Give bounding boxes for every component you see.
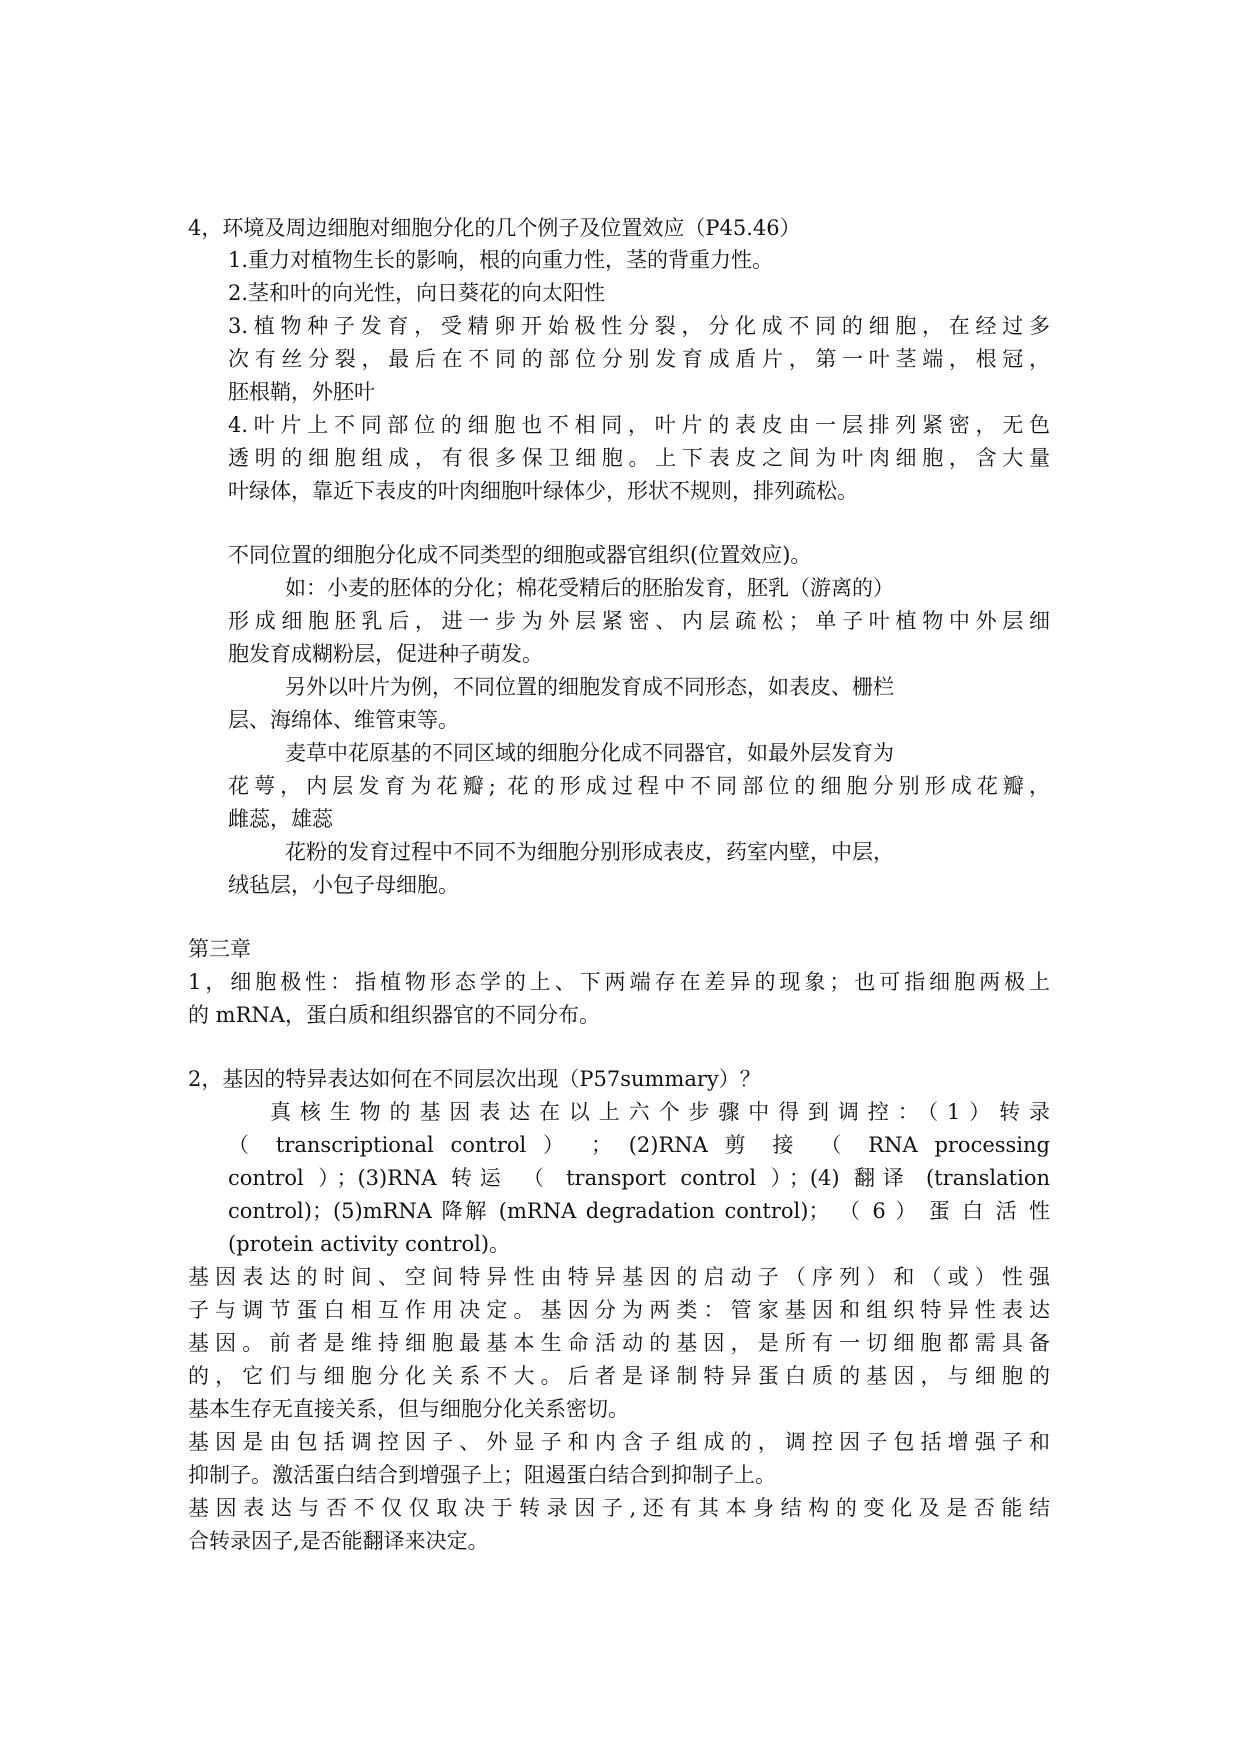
chapter-heading: 第三章 xyxy=(188,937,251,961)
text-line: 基因是由包括调控因子、外显子和内含子组成的，调控因子包括增强子和 xyxy=(188,1430,1050,1454)
text-line: 基因表达与否不仅仅取决于转录因子,还有其本身结构的变化及是否能结 xyxy=(188,1496,1050,1520)
text-line: 1，细胞极性：指植物形态学的上、下两端存在差异的现象；也可指细胞两极上 xyxy=(188,970,1050,994)
text-line: 雌蕊，雄蕊 xyxy=(228,807,333,831)
section-heading-4: 4，环境及周边细胞对细胞分化的几个例子及位置效应（P45.46） xyxy=(188,216,801,240)
text-line: 层、海绵体、维管束等。 xyxy=(228,708,459,732)
text-line: 麦草中花原基的不同区域的细胞分化成不同器官，如最外层发育为 xyxy=(285,741,894,765)
text-line: control)；(5)mRNA 降解 (mRNA degradation control)； （ 6 ） 蛋 白 活 性 xyxy=(228,1199,1050,1223)
text-line: 花萼，内层发育为花瓣; 花的形成过程中不同部位的细胞分别形成花瓣， xyxy=(228,774,1050,798)
text-line: （ transcriptional control ） ； (2)RNA 剪 接 （ RNA processing xyxy=(228,1133,1050,1157)
text-line: 合转录因子,是否能翻译来决定。 xyxy=(188,1529,489,1553)
text-line: 胞发育成糊粉层，促进种子萌发。 xyxy=(228,642,543,666)
text-line: 1.重力对植物生长的影响，根的向重力性，茎的背重力性。 xyxy=(228,248,774,272)
text-line: (protein activity control)。 xyxy=(228,1232,511,1256)
text-line: 绒毡层，小包子母细胞。 xyxy=(228,873,459,897)
text-line: 基本生存无直接关系，但与细胞分化关系密切。 xyxy=(188,1397,629,1421)
text-line: 形成细胞胚乳后，进一步为外层紧密、内层疏松；单子叶植物中外层细 xyxy=(228,609,1050,633)
text-line: 不同位置的细胞分化成不同类型的细胞或器官组织(位置效应)。 xyxy=(228,543,812,567)
text-line: 透明的细胞组成，有很多保卫细胞。上下表皮之间为叶肉细胞，含大量 xyxy=(228,446,1050,470)
text-line: 抑制子。激活蛋白结合到增强子上；阻遏蛋白结合到抑制子上。 xyxy=(188,1463,776,1487)
text-line: 如：小麦的胚体的分化；棉花受精后的胚胎发育，胚乳（游离的） xyxy=(285,576,894,600)
text-line: 另外以叶片为例，不同位置的细胞发育成不同形态，如表皮、栅栏 xyxy=(285,675,894,699)
text-line: 真核生物的基因表达在以上六个步骤中得到调控：（1）转录 xyxy=(270,1100,1050,1124)
text-line: 的 mRNA，蛋白质和组织器官的不同分布。 xyxy=(188,1003,600,1027)
text-line: 子与调节蛋白相互作用决定。基因分为两类：管家基因和组织特异性表达 xyxy=(188,1298,1050,1322)
text-line: 次有丝分裂，最后在不同的部位分别发育成盾片，第一叶茎端，根冠， xyxy=(228,347,1050,371)
text-line: 2.茎和叶的向光性，向日葵花的向太阳性 xyxy=(228,281,606,305)
text-line: 基因表达的时间、空间特异性由特异基因的启动子（序列）和（或）性强 xyxy=(188,1265,1050,1289)
section-heading-2: 2，基因的特异表达如何在不同层次出现（P57summary）？ xyxy=(188,1067,761,1091)
text-line: 叶绿体，靠近下表皮的叶肉细胞叶绿体少，形状不规则，排列疏松。 xyxy=(228,479,858,503)
text-line: 4.叶片上不同部位的细胞也不相同，叶片的表皮由一层排列紧密，无色 xyxy=(228,413,1050,437)
text-line: control ）；(3)RNA 转运 （ transport control ）；(4) 翻译 (translation xyxy=(228,1166,1050,1190)
text-line: 的，它们与细胞分化关系不大。后者是译制特异蛋白质的基因，与细胞的 xyxy=(188,1364,1050,1388)
text-line: 基因。前者是维持细胞最基本生命活动的基因，是所有一切细胞都需具备 xyxy=(188,1331,1050,1355)
text-line: 3.植物种子发育，受精卵开始极性分裂，分化成不同的细胞，在经过多 xyxy=(228,314,1050,338)
text-line: 胚根鞘，外胚叶 xyxy=(228,380,375,404)
text-line: 花粉的发育过程中不同不为细胞分别形成表皮，药室内壁，中层， xyxy=(285,840,894,864)
